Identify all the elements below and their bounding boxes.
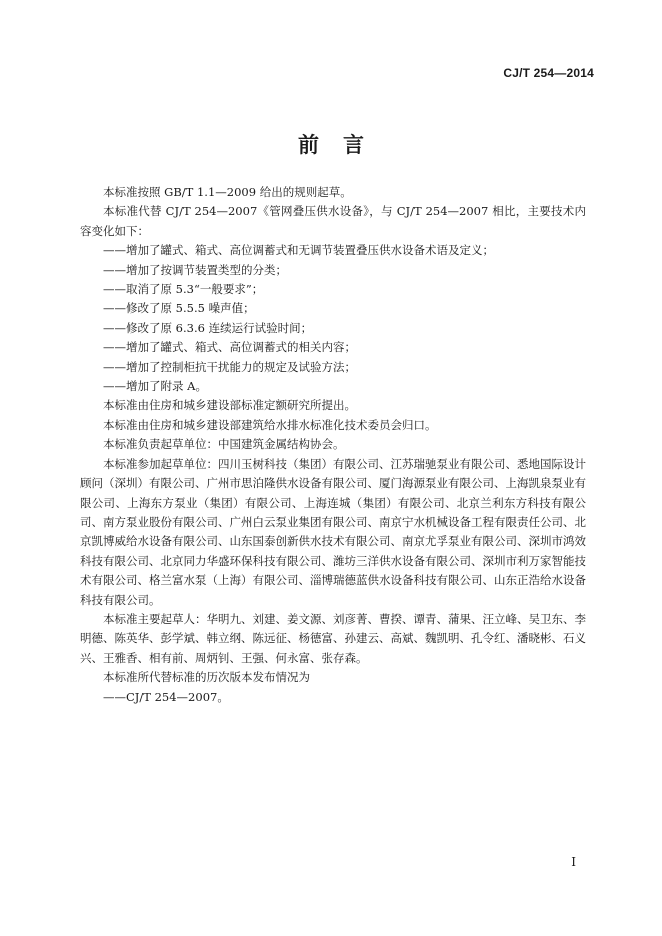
paragraph-main-drafters: 本标准主要起草人：华明九、刘建、姜文源、刘彦菁、曹揆、谭青、蒲果、汪立峰、吴卫东、李明德、陈英华、彭学斌、韩立纲、陈远征、杨德富、孙建云、高斌、魏凯明、孔令红、潘晓彬、石义兴、王雅香、相有前、周炳钊、王强、何永富、张存森。 xyxy=(80,611,586,665)
page-title: 前言 xyxy=(298,133,388,157)
paragraph-centralized-by: 本标准由住房和城乡建设部建筑给水排水标准化技术委员会归口。 xyxy=(103,417,437,432)
paragraph-drafting-rules: 本标准按照 GB/T 1.1—2009 给出的规则起草。 xyxy=(103,185,352,199)
paragraph-history-intro: 本标准所代替标准的历次版本发布情况为 xyxy=(103,670,310,685)
list-item: ——增加了罐式、箱式、高位调蓄式和无调节装置叠压供水设备术语及定义； xyxy=(103,243,494,258)
document-body xyxy=(80,183,586,707)
list-item: ——增加了按调节装置类型的分类； xyxy=(103,262,287,277)
paragraph-responsible-drafter: 本标准负责起草单位：中国建筑金属结构协会。 xyxy=(103,437,345,452)
list-item: ——修改了原 6.3.6 连续运行试验时间； xyxy=(103,320,313,335)
list-item: ——增加了罐式、箱式、高位调蓄式的相关内容； xyxy=(103,340,356,355)
paragraph-participating-units: 本标准参加起草单位：四川玉树科技（集团）有限公司、江苏瑞驰泵业有限公司、悉地国际设计顾问（深圳）有限公司、广州市思泊隆供水设备有限公司、厦门海源泵业有限公司、上海凯泉泵业有限公司、上海东方泵业（集团）有限公司、上海连城（集团）有限公司、北京兰利东方科技有限公司、南方泵业股份有限公司、广州白云泵业集团有限公司、南京宁水机械设备工程有限责任公司、北京凯博威给水设备有限公司、山东国泰创新供水技术有限公司、南京尤孚泵业有限公司、深圳市鸿效科技有限公司、北京同力华盛环保科技有限公司、潍坊三洋供水设备有限公司、深圳市利万家智能技术有限公司、格兰富水泵（上海）有限公司、淄博瑞德蓝供水设备科技有限公司、山东正浩给水设备科技有限公司。 xyxy=(80,456,586,607)
history-item: ——CJ/T 254—2007。 xyxy=(103,689,229,704)
paragraph-replacement: 本标准代替 CJ/T 254—2007《管网叠压供水设备》，与 CJ/T 254—2007 相比，主要技术内容变化如下： xyxy=(80,204,586,238)
list-item: ——取消了原 5.3“一般要求”； xyxy=(103,282,264,297)
page-number: I xyxy=(571,855,576,869)
standard-code: CJ/T 254—2014 xyxy=(503,66,594,80)
paragraph-proposed-by: 本标准由住房和城乡建设部标准定额研究所提出。 xyxy=(103,398,356,413)
list-item: ——增加了附录 A。 xyxy=(103,379,207,394)
list-item: ——修改了原 5.5.5 噪声值； xyxy=(103,301,255,316)
list-item: ——增加了控制柜抗干扰能力的规定及试验方法； xyxy=(103,359,356,374)
